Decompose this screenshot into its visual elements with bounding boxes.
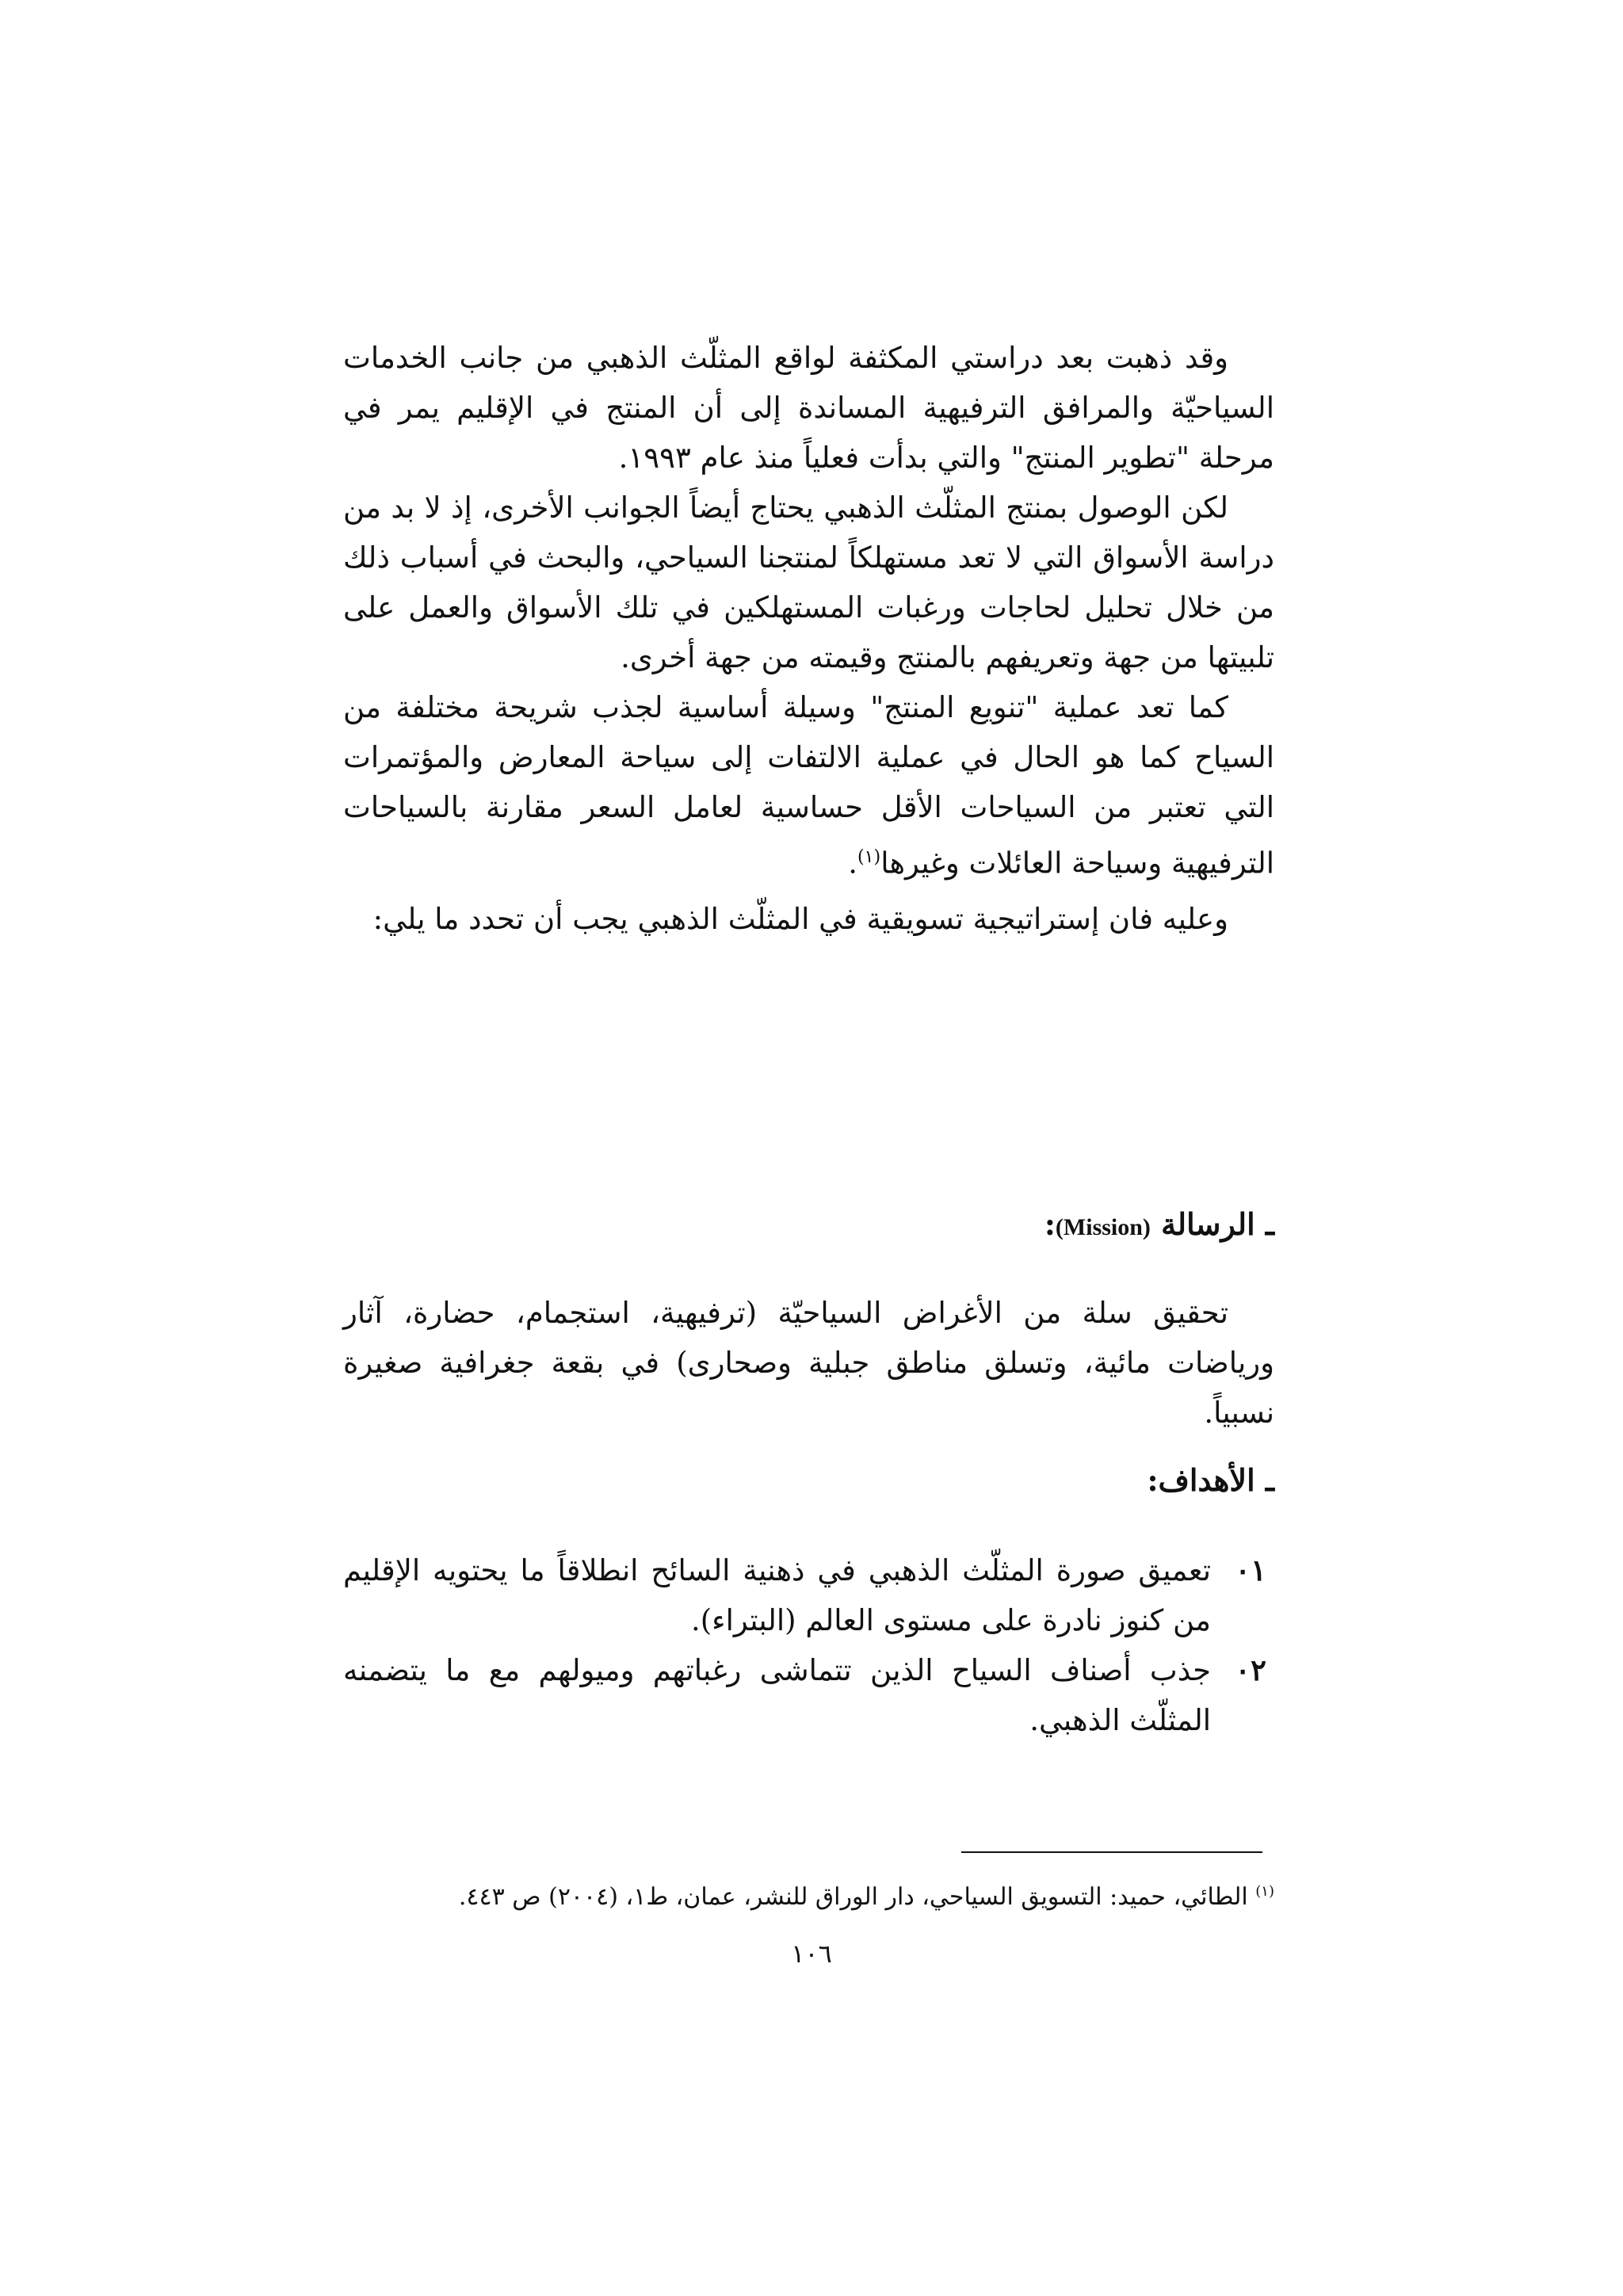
goals-heading: ـ الأهداف: bbox=[1147, 1462, 1274, 1498]
goal-item-2 bbox=[343, 1645, 1274, 1745]
footnote bbox=[343, 1874, 1274, 1915]
footnote-reference[interactable]: (١) bbox=[857, 846, 881, 867]
footnote-text: الطائي، حميد: التسويق السياحي، دار الوراق للنشر، عمان، ط١، (٢٠٠٤) ص ٤٤٣. bbox=[458, 1883, 1248, 1911]
mission-heading bbox=[343, 1201, 1274, 1251]
mission-heading-label: ـ الرسالة bbox=[1161, 1206, 1274, 1242]
mission-text: تحقيق سلة من الأغراض السياحيّة (ترفيهية، استجمام، حضارة، آثار ورياضات مائية، وتسلق مناطق جبلية وصحارى) في بقعة جغرافية صغيرة نسبياً. bbox=[343, 1296, 1274, 1430]
goal-text-1: تعميق صورة المثلّث الذهبي في ذهنية السائح انطلاقاً ما يحتويه الإقليم من كنوز نادرة على مستوى العالم (البتراء). bbox=[343, 1553, 1211, 1637]
goal-text-2: جذب أصناف السياح الذين تتماشى رغباتهم وميولهم مع ما يتضمنه المثلّث الذهبي. bbox=[343, 1653, 1211, 1737]
mission-heading-colon: : bbox=[1044, 1206, 1056, 1242]
goals-list bbox=[343, 1545, 1274, 1745]
paragraph-diversification-text: كما تعد عملية "تنويع المنتج" وسيلة أساسية لجذب شريحة مختلفة من السياح كما هو الحال في عملية الالتفات إلى سياحة المعارض والمؤتمرات التي تعتبر من السياحات الأقل حساسية لعامل السعر مقارنة بالسياحات الترفيهية وسياحة العائلات وغيرها bbox=[343, 690, 1274, 881]
goal-number-1: ٠١ bbox=[1235, 1553, 1266, 1587]
paragraph-end-period: . bbox=[848, 846, 857, 881]
mission-paragraph-block bbox=[343, 1288, 1274, 1438]
paragraph-strategy: وعليه فان إستراتيجية تسويقية في المثلّث الذهبي يجب أن تحدد ما يلي: bbox=[372, 902, 1228, 937]
goal-item-1 bbox=[343, 1545, 1274, 1645]
paragraph-other-aspects: لكن الوصول بمنتج المثلّث الذهبي يحتاج أيضاً الجوانب الأخرى، إذ لا بد من دراسة الأسواق التي لا تعد مستهلكاً لمنتجنا السياحي، والبحث في أسباب ذلك من خلال تحليل لحاجات ورغبات المستهلكين في تلك الأسواق والعمل على تلبيتها من جهة وتعريفهم بالمنتج وقيمته من جهة أخرى. bbox=[343, 491, 1274, 674]
paragraph-development-stage: وقد ذهبت بعد دراستي المكثفة لواقع المثلّث الذهبي من جانب الخدمات السياحيّة والمرافق الترفيهية المساندة إلى أن المنتج في الإقليم يمر في مرحلة "تطوير المنتج" والتي بدأت فعلياً منذ عام ١٩٩٣. bbox=[343, 341, 1274, 475]
intro-paragraphs bbox=[343, 333, 1274, 944]
goal-number-2: ٠٢ bbox=[1235, 1652, 1266, 1687]
page-number: ١٠٦ bbox=[791, 1939, 832, 1969]
footnote-marker: (١) bbox=[1255, 1883, 1274, 1900]
footnote-divider bbox=[961, 1851, 1262, 1853]
paragraph-product-diversification bbox=[343, 682, 1274, 888]
mission-heading-latin: (Mission) bbox=[1055, 1214, 1151, 1240]
